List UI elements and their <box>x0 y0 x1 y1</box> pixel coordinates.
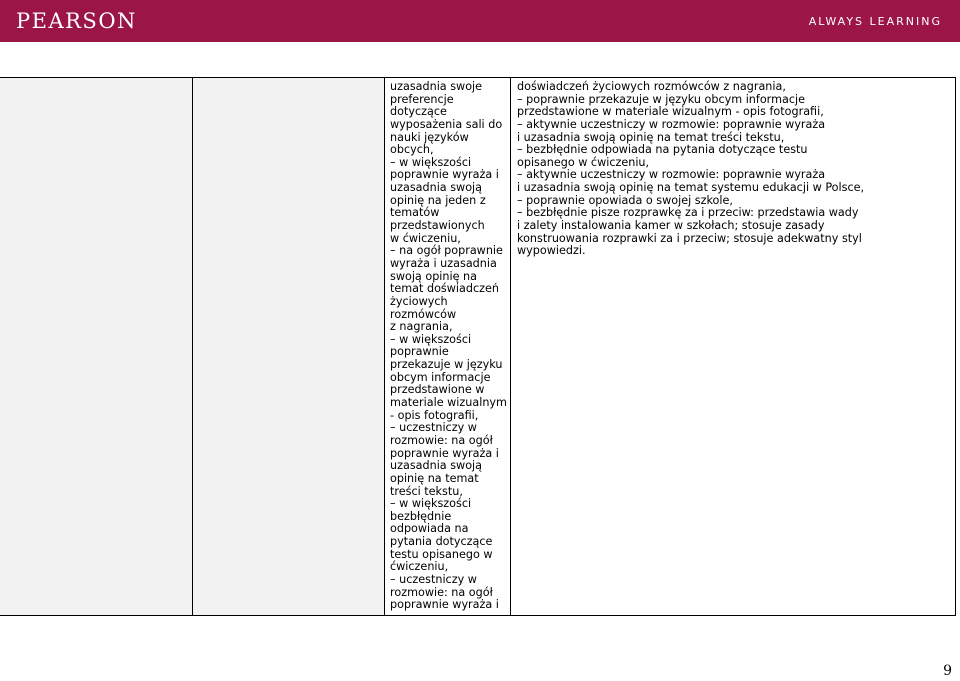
text-line: ćwiczeniu, <box>390 560 449 574</box>
text-line: przedstawione w materiale wizualnym - opis fotografii, <box>517 105 824 119</box>
text-line: – uczestniczy w <box>390 421 477 435</box>
text-line: obcym informacje <box>390 370 491 384</box>
text-line: – w większości <box>390 497 472 511</box>
text-line: poprawnie <box>390 345 449 359</box>
text-line: i uzasadnia swoją opinię na temat systemu edukacji w Polsce, <box>517 181 865 195</box>
text-line: – poprawnie opowiada o swojej szkole, <box>517 193 733 207</box>
text-line: – w większości <box>390 332 472 346</box>
text-line: – w większości <box>390 155 472 169</box>
header-banner <box>0 0 960 42</box>
text-line: - opis fotografii, <box>390 408 479 422</box>
text-line: rozmowie: na ogół <box>390 585 493 599</box>
text-line: uzasadnia swoją <box>390 459 483 473</box>
table-cell-column-4 <box>511 78 956 615</box>
text-line: nauki języków <box>390 130 469 144</box>
text-line: obcych, <box>390 143 434 157</box>
text-line: materiale wizualnym <box>390 396 507 410</box>
text-line: poprawnie wyraża i <box>390 598 499 612</box>
text-line: swoją opinię na <box>390 269 477 283</box>
text-line: temat doświadczeń <box>390 282 499 296</box>
text-line: przedstawione w <box>390 383 485 397</box>
text-line: życiowych <box>390 294 448 308</box>
table-cell-empty-1 <box>0 78 193 615</box>
text-line: wyraża i uzasadnia <box>390 256 497 270</box>
text-line: i uzasadnia swoją opinię na temat treści tekstu, <box>517 130 785 144</box>
text-line: w ćwiczeniu, <box>390 231 461 245</box>
text-line: z nagrania, <box>390 320 453 334</box>
text-line: wyposażenia sali do <box>390 117 503 131</box>
text-line: przedstawionych <box>390 219 485 233</box>
tagline: ALWAYS LEARNING <box>808 15 942 28</box>
column-3-text <box>385 78 510 612</box>
text-line: i zalety instalowania kamer w szkołach; stosuje zasady <box>517 219 825 233</box>
text-line: opinię na jeden z <box>390 193 486 207</box>
text-line: poprawnie wyraża i <box>390 446 499 460</box>
page-number: 9 <box>943 663 952 679</box>
text-line: treści tekstu, <box>390 484 463 498</box>
text-line: pytania dotyczące <box>390 535 493 549</box>
text-line: wypowiedzi. <box>517 244 586 258</box>
text-line: – aktywnie uczestniczy w rozmowie: poprawnie wyraża <box>517 168 826 182</box>
text-line: rozmówców <box>390 307 457 321</box>
text-line: bezbłędnie <box>390 509 452 523</box>
table-cell-column-3 <box>385 78 511 615</box>
text-line: testu opisanego w <box>390 547 493 561</box>
text-line: opinię na temat <box>390 471 479 485</box>
text-line: – aktywnie uczestniczy w rozmowie: poprawnie wyraża <box>517 117 826 131</box>
text-line: uzasadnia swoje <box>390 80 483 93</box>
requirements-table <box>0 77 956 616</box>
column-4-text <box>511 78 955 258</box>
text-line: doświadczeń życiowych rozmówców z nagrania, <box>517 80 786 93</box>
text-line: – uczestniczy w <box>390 572 477 586</box>
text-line: – poprawnie przekazuje w języku obcym informacje <box>517 92 805 106</box>
text-line: – na ogół poprawnie <box>390 244 503 258</box>
table-cell-empty-2 <box>193 78 385 615</box>
text-line: – bezbłędnie pisze rozprawkę za i przeciw: przedstawia wady <box>517 206 859 220</box>
text-line: przekazuje w języku <box>390 358 503 372</box>
text-line: poprawnie wyraża i <box>390 168 499 182</box>
text-line: preferencje <box>390 92 454 106</box>
text-line: odpowiada na <box>390 522 469 536</box>
text-line: uzasadnia swoją <box>390 181 483 195</box>
text-line: dotyczące <box>390 105 447 119</box>
text-line: – bezbłędnie odpowiada na pytania dotyczące testu <box>517 143 808 157</box>
text-line: tematów <box>390 206 440 220</box>
text-line: konstruowania rozprawki za i przeciw; stosuje adekwatny styl <box>517 231 862 245</box>
text-line: rozmowie: na ogół <box>390 433 493 447</box>
pearson-logo: PEARSON <box>16 9 137 33</box>
text-line: opisanego w ćwiczeniu, <box>517 155 650 169</box>
